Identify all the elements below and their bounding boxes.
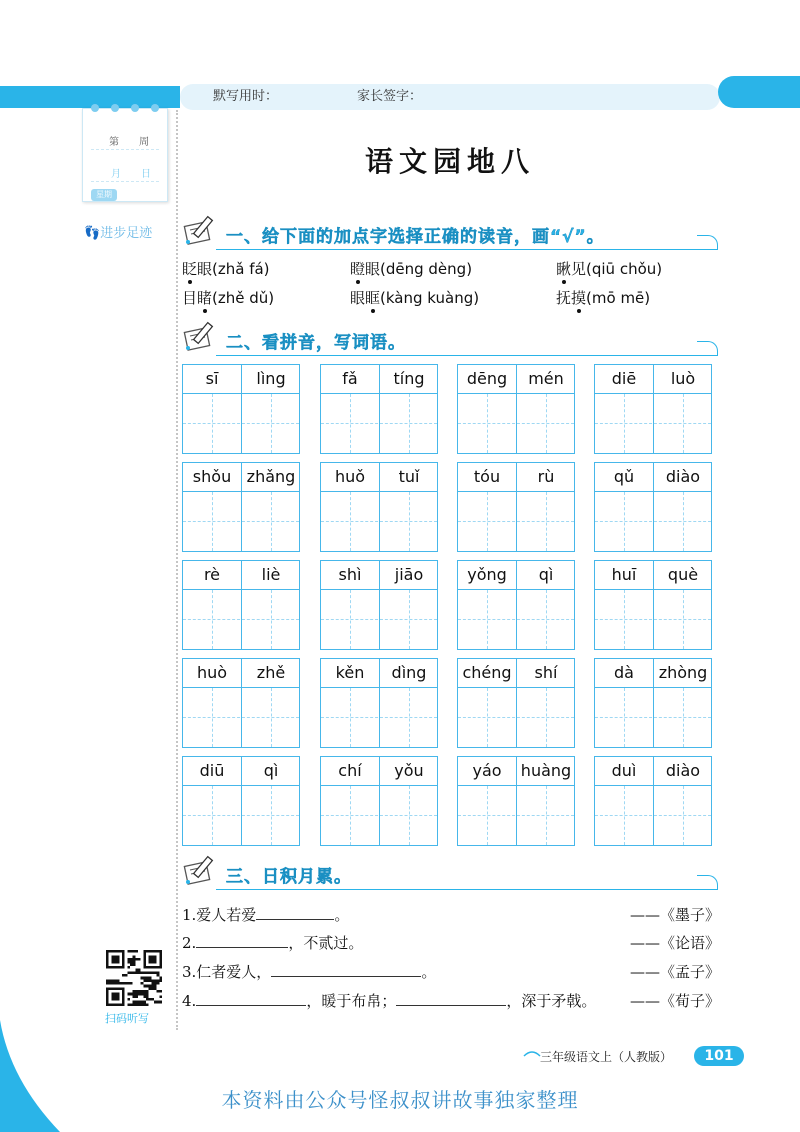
writing-cell[interactable] — [654, 786, 712, 846]
answer-blank[interactable] — [196, 933, 288, 948]
answer-blank[interactable] — [256, 905, 334, 920]
section-one-title: 一、给下面的加点字选择正确的读音，画“√”。 — [226, 227, 605, 247]
binder-ring-icon — [91, 104, 99, 112]
writing-cell[interactable] — [595, 590, 653, 650]
pinyin-right: diào — [665, 761, 701, 780]
writing-grid-block — [594, 364, 712, 454]
writing-grid-block — [320, 560, 438, 650]
writing-grid-block — [457, 364, 575, 454]
writing-cell[interactable] — [183, 394, 241, 454]
pinyin-right: rù — [537, 467, 555, 486]
writing-grid-block — [320, 756, 438, 846]
pronunciation-item: 瞪眼(dēng dèng) — [350, 260, 473, 278]
pinyin-left: yǒng — [467, 565, 507, 584]
pinyin-left: tóu — [473, 467, 501, 486]
answer-blank[interactable] — [271, 962, 421, 977]
writing-cell[interactable] — [458, 394, 516, 454]
pronunciation-item: 抚摸(mō mē) — [556, 289, 651, 307]
footer-arrow-icon — [522, 1046, 542, 1066]
pinyin-right: zhǎng — [246, 467, 296, 486]
writing-cell[interactable] — [242, 786, 300, 846]
pinyin-right: tuǐ — [398, 467, 420, 486]
section-underline — [216, 341, 718, 356]
writing-grid-block — [457, 560, 575, 650]
pinyin-left: diū — [199, 761, 225, 780]
pinyin-left: fǎ — [342, 369, 358, 388]
writing-cell[interactable] — [321, 786, 379, 846]
writing-cell[interactable] — [595, 394, 653, 454]
writing-cell[interactable] — [183, 590, 241, 650]
writing-cell[interactable] — [321, 492, 379, 552]
pinyin-right: lìng — [256, 369, 286, 388]
quote-source: ——《论语》 — [629, 934, 720, 952]
pinyin-right: shí — [534, 663, 558, 682]
calendar-day: 日 — [141, 169, 151, 180]
section-three-title: 三、日积月累。 — [226, 867, 352, 887]
writing-cell[interactable] — [183, 492, 241, 552]
calendar-week-suffix: 周 — [139, 137, 149, 148]
qr-code-icon[interactable] — [106, 950, 162, 1006]
writing-grid-block — [594, 756, 712, 846]
answer-blank[interactable] — [196, 991, 306, 1006]
writing-grid-block — [182, 756, 300, 846]
pinyin-left: duì — [611, 761, 637, 780]
writing-cell[interactable] — [654, 590, 712, 650]
pinyin-right: mén — [528, 369, 564, 388]
writing-cell[interactable] — [321, 394, 379, 454]
section-two-header — [180, 328, 718, 354]
section-underline — [216, 235, 718, 250]
writing-cell[interactable] — [380, 394, 438, 454]
writing-grid-block — [182, 364, 300, 454]
writing-cell[interactable] — [242, 688, 300, 748]
watermark-text: 本资料由公众号怪叔叔讲故事独家整理 — [221, 1088, 579, 1112]
writing-grid-block — [457, 462, 575, 552]
pinyin-left: chéng — [462, 663, 512, 682]
section-two-title: 二、看拼音，写词语。 — [226, 333, 406, 353]
pinyin-right: què — [667, 565, 699, 584]
accumulation-line-4: 4. ，暖于布帛； ，深于矛戟。 — [182, 992, 597, 1010]
writing-cell[interactable] — [595, 688, 653, 748]
dictation-time-label: 默写用时： — [213, 89, 279, 104]
section-one-header — [180, 222, 718, 248]
pinyin-right: qì — [263, 761, 279, 780]
writing-cell[interactable] — [654, 688, 712, 748]
quote-source: ——《墨子》 — [629, 906, 720, 924]
pinyin-left: chí — [338, 761, 362, 780]
writing-grid-block — [182, 560, 300, 650]
writing-grid-block — [594, 462, 712, 552]
pinyin-right: zhòng — [658, 663, 708, 682]
pronunciation-item: 眼眶(kàng kuàng) — [350, 289, 480, 307]
writing-cell[interactable] — [380, 492, 438, 552]
page-title: 语文园地八 — [364, 145, 535, 178]
writing-cell[interactable] — [321, 590, 379, 650]
binder-ring-icon — [111, 104, 119, 112]
footprint-icon: 👣 — [84, 226, 101, 241]
pinyin-left: huī — [611, 565, 637, 584]
pinyin-left: dà — [614, 663, 634, 682]
section-underline — [216, 875, 718, 890]
writing-cell[interactable] — [517, 492, 575, 552]
writing-grid-block — [182, 462, 300, 552]
pinyin-right: zhě — [256, 663, 286, 682]
writing-cell[interactable] — [595, 786, 653, 846]
writing-cell[interactable] — [654, 394, 712, 454]
pinyin-right: yǒu — [394, 761, 424, 780]
writing-cell[interactable] — [242, 394, 300, 454]
pinyin-left: shì — [338, 565, 362, 584]
writing-cell[interactable] — [458, 688, 516, 748]
writing-cell[interactable] — [380, 786, 438, 846]
footer-book-label: 三年级语文上（人教版） — [540, 1050, 673, 1064]
writing-cell[interactable] — [458, 590, 516, 650]
pinyin-right: dìng — [391, 663, 427, 682]
pinyin-right: luò — [670, 369, 696, 388]
pronunciation-item: 眨眼(zhǎ fá) — [182, 260, 270, 278]
writing-cell[interactable] — [458, 492, 516, 552]
writing-cell[interactable] — [242, 492, 300, 552]
binder-ring-icon — [151, 104, 159, 112]
pinyin-right: tíng — [393, 369, 425, 388]
calendar-divider — [91, 181, 159, 182]
pinyin-left: diē — [611, 369, 637, 388]
writing-cell[interactable] — [517, 394, 575, 454]
writing-cell[interactable] — [183, 786, 241, 846]
calendar-week-prefix: 第 — [109, 137, 119, 148]
calendar-month: 月 — [111, 169, 121, 180]
writing-grid-block — [182, 658, 300, 748]
writing-cell[interactable] — [595, 492, 653, 552]
pinyin-right: qì — [538, 565, 554, 584]
binder-ring-icon — [131, 104, 139, 112]
quote-source: ——《荀子》 — [629, 992, 720, 1010]
pinyin-left: yáo — [472, 761, 502, 780]
accumulation-line-1: 1.爱人若爱 。 — [182, 906, 350, 924]
top-band-right — [718, 76, 800, 108]
quote-source: ——《孟子》 — [629, 963, 720, 981]
pinyin-right: diào — [665, 467, 701, 486]
pinyin-left: rè — [203, 565, 221, 584]
progress-footprint — [84, 222, 152, 241]
writing-cell[interactable] — [321, 688, 379, 748]
writing-cell[interactable] — [654, 492, 712, 552]
pronunciation-item: 瞅见(qiū chǒu) — [556, 260, 663, 278]
writing-grid-block — [457, 658, 575, 748]
writing-grid-block — [320, 658, 438, 748]
parent-sign-label: 家长签字： — [357, 89, 423, 104]
answer-blank[interactable] — [396, 991, 506, 1006]
pinyin-left: sī — [205, 369, 219, 388]
pinyin-left: huò — [196, 663, 228, 682]
pinyin-left: shǒu — [192, 467, 232, 486]
writing-grid-block — [457, 756, 575, 846]
accumulation-line-3: 3.仁者爱人， 。 — [182, 963, 437, 981]
qr-label: 扫码听写 — [105, 1012, 149, 1025]
writing-cell[interactable] — [517, 590, 575, 650]
pinyin-left: dēng — [466, 369, 508, 388]
writing-cell[interactable] — [183, 688, 241, 748]
writing-cell[interactable] — [380, 688, 438, 748]
writing-cell[interactable] — [517, 786, 575, 846]
page-number: 101 — [694, 1046, 744, 1066]
corner-decoration — [0, 1020, 60, 1132]
writing-cell[interactable] — [380, 590, 438, 650]
pinyin-right: liè — [261, 565, 281, 584]
writing-cell[interactable] — [517, 688, 575, 748]
writing-cell[interactable] — [242, 590, 300, 650]
pinyin-left: qǔ — [613, 467, 635, 486]
writing-grid-block — [594, 560, 712, 650]
writing-grid-block — [320, 364, 438, 454]
writing-grid-block — [594, 658, 712, 748]
section-three-header — [180, 862, 718, 888]
pinyin-right: jiāo — [394, 565, 424, 584]
writing-grid-block — [320, 462, 438, 552]
pinyin-left: kěn — [335, 663, 365, 682]
writing-cell[interactable] — [458, 786, 516, 846]
pinyin-left: huǒ — [334, 467, 366, 486]
footprint-label: 进步足迹 — [100, 226, 153, 241]
pronunciation-item: 目睹(zhě dǔ) — [182, 289, 275, 307]
margin-dotted-line — [176, 110, 178, 1030]
weekday-badge: 星期 — [91, 189, 117, 201]
accumulation-line-2: 2. ，不贰过。 — [182, 934, 364, 952]
pinyin-right: huàng — [520, 761, 572, 780]
